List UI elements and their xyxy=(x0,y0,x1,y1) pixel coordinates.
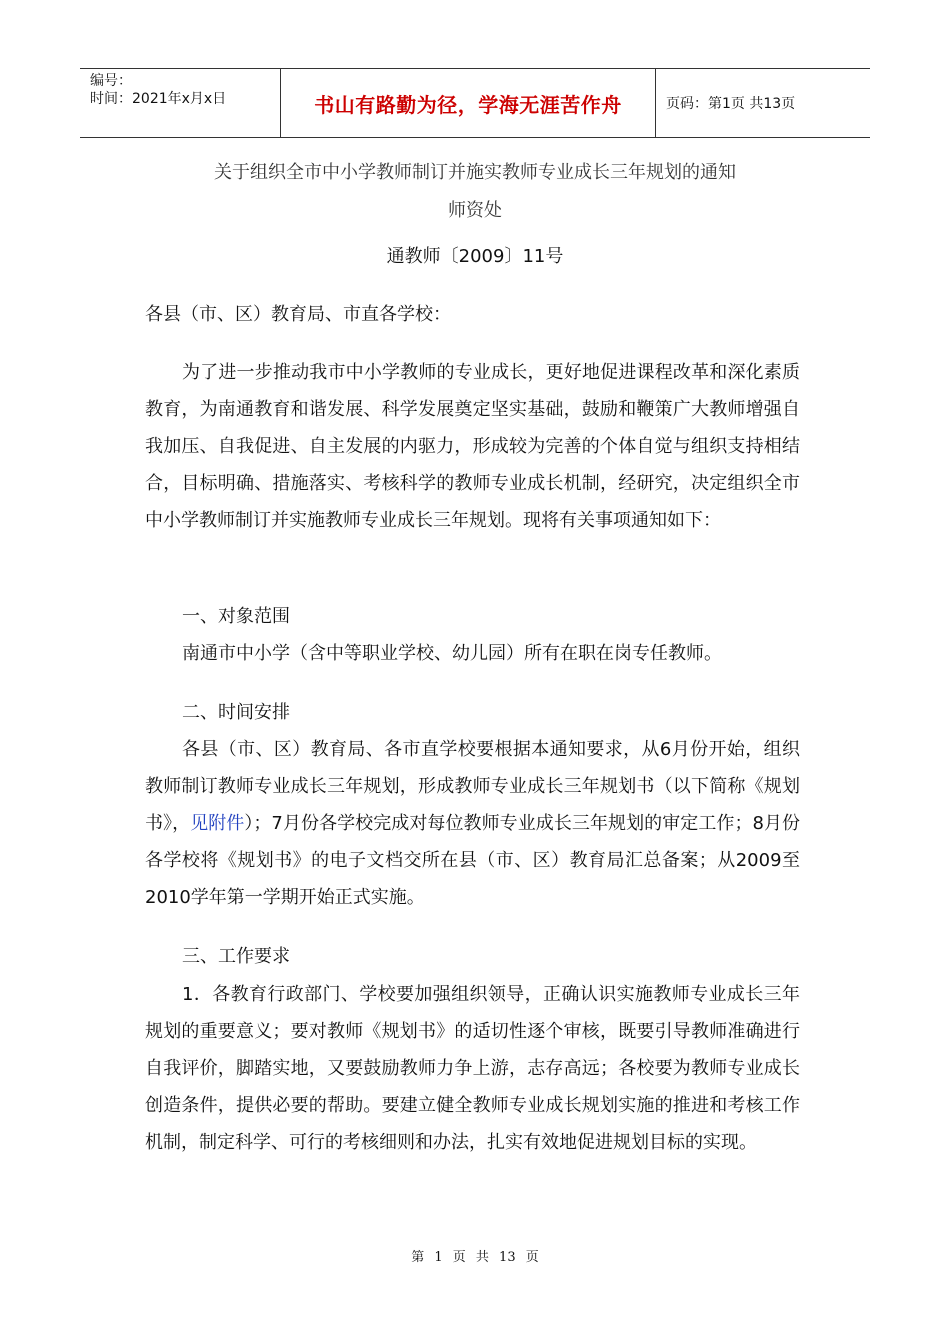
section3-item1: 1．各教育行政部门、学校要加强组织领导，正确认识实施教师专业成长三年规划的重要意义；要对教师《规划书》的适切性逐个审核，既要引导教师准确进行自我评价，脚踏实地，又要鼓励教师力争上游，志存高远；各校要为教师专业成长创造条件，提供必要的帮助。要建立健全教师专业成长规划实施的推进和考核工作机制，制定科学、可行的考核细则和办法，扎实有效地促进规划目标的实现。 xyxy=(145,984,800,1153)
number-label: 编号： xyxy=(90,73,132,89)
page-header xyxy=(80,68,870,138)
document-title: 关于组织全市中小学教师制订并施实教师专业成长三年规划的通知 xyxy=(214,162,736,183)
attachment-link[interactable]: 见附件 xyxy=(190,813,245,834)
document-department: 师资处 xyxy=(448,200,502,221)
page-footer: 第 1 页 共 13 页 xyxy=(411,1250,539,1265)
section2-body xyxy=(145,731,800,916)
salutation: 各县（市、区）教育局、市直各学校： xyxy=(145,304,451,325)
section2-heading: 二、时间安排 xyxy=(182,702,290,723)
section1-body: 南通市中小学（含中等职业学校、幼儿园）所有在职在岗专任教师。 xyxy=(182,643,722,664)
header-motto: 书山有路勤为径，学海无涯苦作舟 xyxy=(280,69,656,137)
intro-paragraph: 为了进一步推动我市中小学教师的专业成长，更好地促进课程改革和深化素质教育，为南通教育和谐发展、科学发展奠定坚实基础，鼓励和鞭策广大教师增强自我加压、自我促进、自主发展的内驱力，形成较为完善的个体自觉与组织支持相结合，目标明确、措施落实、考核科学的教师专业成长机制，经研究，决定组织全市中小学教师制订并实施教师专业成长三年规划。现将有关事项通知如下： xyxy=(145,362,800,531)
section2-text-b: ）；7月份各学校完成对每位教师专业成长三年规划的审定工作；8月份各学校将《规划书》的电子文档交所在县（市、区）教育局汇总备案；从2009至2010学年第一学期开始正式实施。 xyxy=(145,813,801,908)
section3-heading: 三、工作要求 xyxy=(182,946,290,967)
document-number: 通教师〔2009〕11号 xyxy=(386,246,564,267)
header-meta xyxy=(80,69,280,137)
header-page-info: 页码：第1页 共13页 xyxy=(666,96,796,112)
section1-heading: 一、对象范围 xyxy=(182,606,290,627)
section2-text-a: 各县（市、区）教育局、各市直学校要根据本通知要求，从6月份开始，组织教师制订教师专业成长三年规划，形成教师专业成长三年规划书（以下简称《规划书》， xyxy=(145,739,800,834)
time-label: 时间：2021年x月x日 xyxy=(90,91,227,107)
